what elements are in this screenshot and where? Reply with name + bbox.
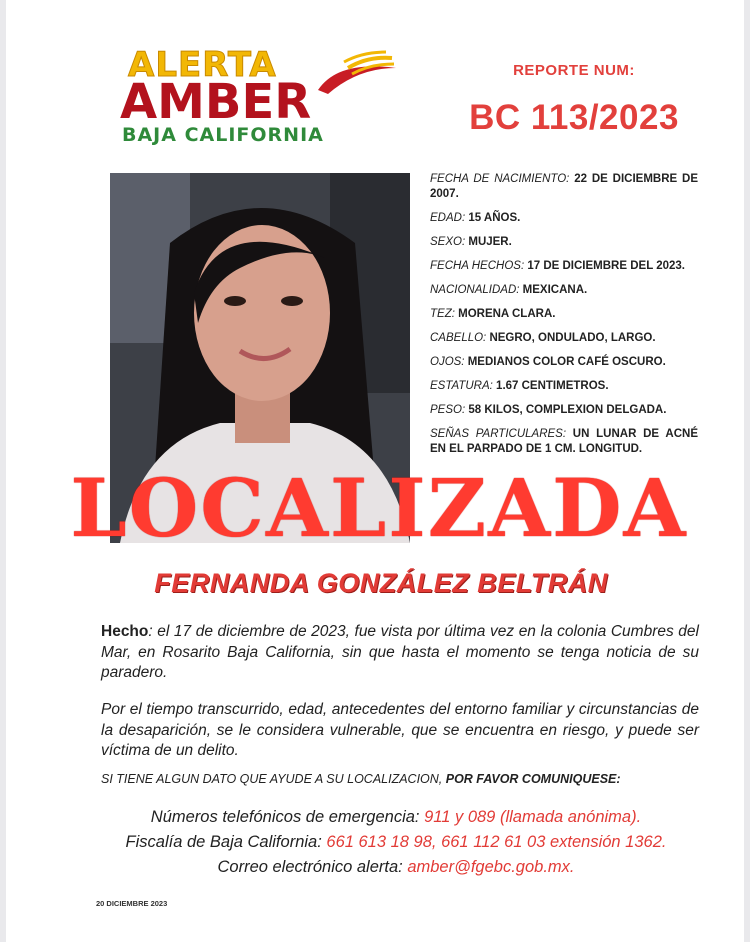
- detail-row: [430, 427, 698, 457]
- detail-label: SEXO:: [430, 236, 466, 248]
- detail-label: NACIONALIDAD:: [430, 284, 520, 296]
- detail-label: FECHA DE NACIMIENTO:: [430, 173, 570, 185]
- person-name: FERNANDA GONZÁLEZ BELTRÁN: [154, 568, 608, 598]
- detail-label: EDAD:: [430, 212, 466, 224]
- detail-row: [430, 307, 698, 322]
- contact-label: Correo electrónico alerta:: [217, 858, 408, 876]
- contact-fiscalia: [66, 833, 726, 852]
- detail-row: [430, 259, 698, 274]
- footer-date: 20 DICIEMBRE 2023: [96, 899, 168, 908]
- fiscalia-numbers-link[interactable]: 661 613 18 98, 661 112 61 03 extensión 1362.: [326, 833, 667, 851]
- contact-label: Fiscalía de Baja California:: [125, 833, 327, 851]
- email-link[interactable]: amber@fgebc.gob.mx.: [407, 858, 575, 876]
- alert-poster: [6, 0, 744, 942]
- detail-value: 1.67 CENTIMETROS.: [496, 380, 609, 392]
- alerta-amber-logo: [118, 45, 408, 158]
- detail-label: PESO:: [430, 404, 466, 416]
- detail-value: MUJER.: [468, 236, 512, 248]
- incident-lead: Hecho: [101, 623, 149, 640]
- detail-value: 15 AÑOS.: [468, 212, 521, 224]
- detail-row: [430, 331, 698, 346]
- incident-text: : el 17 de diciembre de 2023, fue vista por última vez en la colonia Cumbres del Mar, en Rosarito Baja California, sin que hasta el momento se tenga noticia de su paradero.: [101, 623, 699, 681]
- detail-value: 22 DE DICIEMBRE DE 2007.: [430, 173, 698, 200]
- incident-paragraph: [101, 622, 699, 684]
- report-number: BC 113/2023: [469, 98, 679, 137]
- detail-label: FECHA HECHOS:: [430, 260, 525, 272]
- logo-line-amber: AMBER: [120, 74, 312, 130]
- details-list: [430, 172, 698, 466]
- contact-label: Números telefónicos de emergencia:: [150, 808, 425, 826]
- detail-label: OJOS:: [430, 356, 465, 368]
- detail-value: NEGRO, ONDULADO, LARGO.: [489, 332, 656, 344]
- contact-email: [66, 858, 726, 877]
- detail-row: [430, 172, 698, 202]
- detail-value: 17 DE DICIEMBRE DEL 2023.: [527, 260, 685, 272]
- cta-text: SI TIENE ALGUN DATO QUE AYUDE A SU LOCALIZACION,: [101, 772, 446, 786]
- detail-label: ESTATURA:: [430, 380, 493, 392]
- cta-bold: POR FAVOR COMUNIQUESE:: [445, 772, 621, 786]
- detail-value: MORENA CLARA.: [458, 308, 556, 320]
- detail-row: [430, 379, 698, 394]
- detail-value: 58 KILOS, COMPLEXION DELGADA.: [468, 404, 667, 416]
- detail-value: UN LUNAR DE ACNÉ EN EL PARPADO DE 1 CM. LONGITUD.: [430, 428, 698, 455]
- logo-line-alerta: ALERTA: [128, 45, 277, 85]
- detail-value: MEDIANOS COLOR CAFÉ OSCURO.: [467, 356, 666, 368]
- detail-label: SEÑAS PARTICULARES:: [430, 428, 567, 440]
- amber-swoosh-icon: [308, 50, 398, 100]
- contact-emergency: [66, 808, 726, 827]
- detail-row: [430, 403, 698, 418]
- detail-row: [430, 355, 698, 370]
- detail-value: MEXICANA.: [522, 284, 588, 296]
- localizada-stamp: LOCALIZADA: [70, 461, 688, 555]
- detail-label: TEZ:: [430, 308, 455, 320]
- logo-line-baja-california: BAJA CALIFORNIA: [122, 124, 324, 146]
- vulnerability-paragraph: Por el tiempo transcurrido, edad, antecedentes del entorno familiar y circunstancias de la desaparición, se le considera vulnerable, que se encuentra en riesgo, y puede ser víctima de un delito.: [101, 701, 699, 759]
- detail-row: [430, 211, 698, 226]
- detail-row: [430, 283, 698, 298]
- report-label: REPORTE NUM:: [513, 62, 635, 79]
- call-to-action: [101, 772, 711, 786]
- detail-row: [430, 235, 698, 250]
- detail-label: CABELLO:: [430, 332, 487, 344]
- emergency-numbers-link[interactable]: 911 y 089 (llamada anónima).: [424, 808, 642, 826]
